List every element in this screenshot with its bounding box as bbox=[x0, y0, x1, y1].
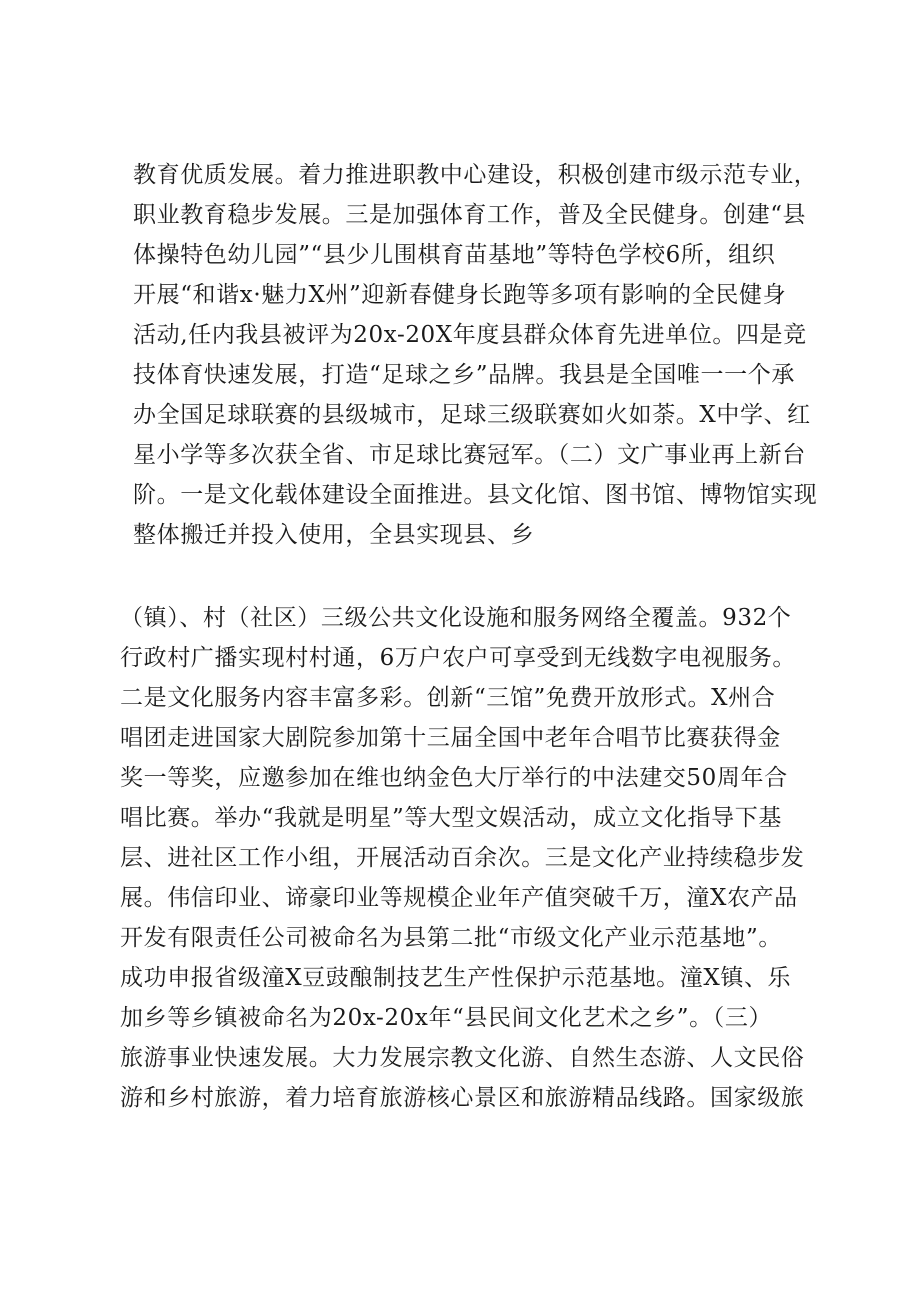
text-line: 活动,任内我县被评为20x-20X年度县群众体育先进单位。四是竞 bbox=[133, 322, 807, 348]
paragraph-block-2 bbox=[120, 598, 805, 1118]
text-line: 层、进社区工作小组，开展活动百余次。三是文化产业持续稳步发 bbox=[120, 845, 805, 871]
text-line: 加乡等乡镇被命名为20x-20x年“县民间文化艺术之乡”。（三） bbox=[120, 1005, 773, 1031]
paragraph-block-1 bbox=[133, 155, 818, 555]
text-line: 成功申报省级潼X豆豉酿制技艺生产性保护示范基地。潼X镇、乐 bbox=[120, 965, 792, 991]
text-line: 体操特色幼儿园”“县少儿围棋育苗基地”等特色学校6所，组织 bbox=[133, 242, 776, 268]
text-line: 二是文化服务内容丰富多彩。创新“三馆”免费开放形式。X州合 bbox=[120, 685, 776, 711]
text-line: 阶。一是文化载体建设全面推进。县文化馆、图书馆、博物馆实现 bbox=[133, 482, 818, 508]
text-line: 教育优质发展。着力推进职教中心建设，积极创建市级示范专业， bbox=[133, 162, 818, 188]
text-line: 开展“和谐x·魅力X州”迎新春健身长跑等多项有影响的全民健身 bbox=[133, 282, 787, 308]
text-line: 办全国足球联赛的县级城市，足球三级联赛如火如荼。X中学、红 bbox=[133, 402, 811, 428]
text-line: 游和乡村旅游，着力培育旅游核心景区和旅游精品线路。国家级旅 bbox=[120, 1085, 805, 1111]
text-line: （镇）、村（社区）三级公共文化设施和服务网络全覆盖。932个 bbox=[120, 605, 792, 631]
text-line: 整体搬迁并投入使用，全县实现县、乡 bbox=[133, 522, 535, 548]
text-line: 星小学等多次获全省、市足球比赛冠军。（二）文广事业再上新台 bbox=[133, 442, 806, 468]
text-line: 唱团走进国家大剧院参加第十三届全国中老年合唱节比赛获得金 bbox=[120, 725, 781, 751]
text-line: 行政村广播实现村村通，6万户农户可享受到无线数字电视服务。 bbox=[120, 645, 797, 671]
text-line: 唱比赛。举办“我就是明星”等大型文娱活动，成立文化指导下基 bbox=[120, 805, 782, 831]
text-line: 开发有限责任公司被命名为县第二批“市级文化产业示范基地”。 bbox=[120, 925, 782, 951]
text-line: 技体育快速发展，打造“足球之乡”品牌。我县是全国唯一一个承 bbox=[133, 362, 795, 388]
text-line: 旅游事业快速发展。大力发展宗教文化游、自然生态游、人文民俗 bbox=[120, 1045, 805, 1071]
text-line: 奖一等奖，应邀参加在维也纳金色大厅举行的中法建交50周年合 bbox=[120, 765, 788, 791]
text-line: 职业教育稳步发展。三是加强体育工作，普及全民健身。创建“县 bbox=[133, 202, 807, 228]
text-line: 展。伟信印业、谛豪印业等规模企业年产值突破千万，潼X农产品 bbox=[120, 885, 798, 911]
